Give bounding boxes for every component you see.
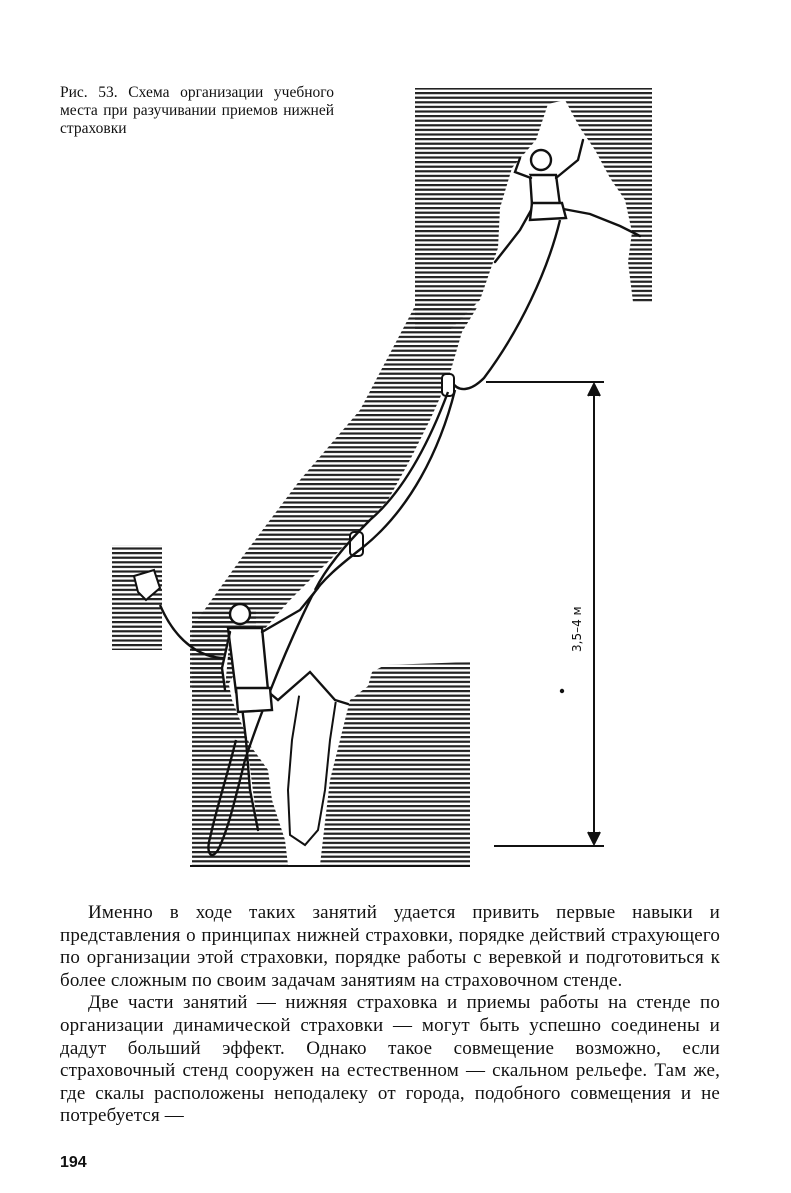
body-text bbox=[60, 902, 720, 1128]
paragraph: Именно в ходе таких занятий удается привить первые навыки и представления о принципах нижней страховки, порядке действий страхующего по организации этой страховки, порядке работы с веревкой и подготовиться к более сложным по своим задачам занятиям на страховочном стенде. bbox=[60, 902, 720, 991]
page-number: 194 bbox=[60, 1154, 87, 1171]
right-lower-rock bbox=[320, 662, 470, 865]
figure-caption: Рис. 53. Схема организации учебного места при разучивании приемов нижней страховки bbox=[60, 84, 334, 137]
dot-mark bbox=[560, 689, 564, 693]
paragraph: Две части занятий — нижняя страховка и приемы работы на стенде по организации динамической страховки — могут быть успешно соединены и дадут больший эффект. Однако такое совмещение возможно, если страховочный стенд сооружен на естественном — скальном рельефе. Там же, где скалы расположены неподалеку от города, подобного совмещения и не потребуется — bbox=[60, 992, 720, 1127]
height-dimension bbox=[486, 382, 604, 846]
height-label: 3,5–4 м bbox=[570, 606, 584, 652]
top-left-block bbox=[112, 545, 162, 650]
